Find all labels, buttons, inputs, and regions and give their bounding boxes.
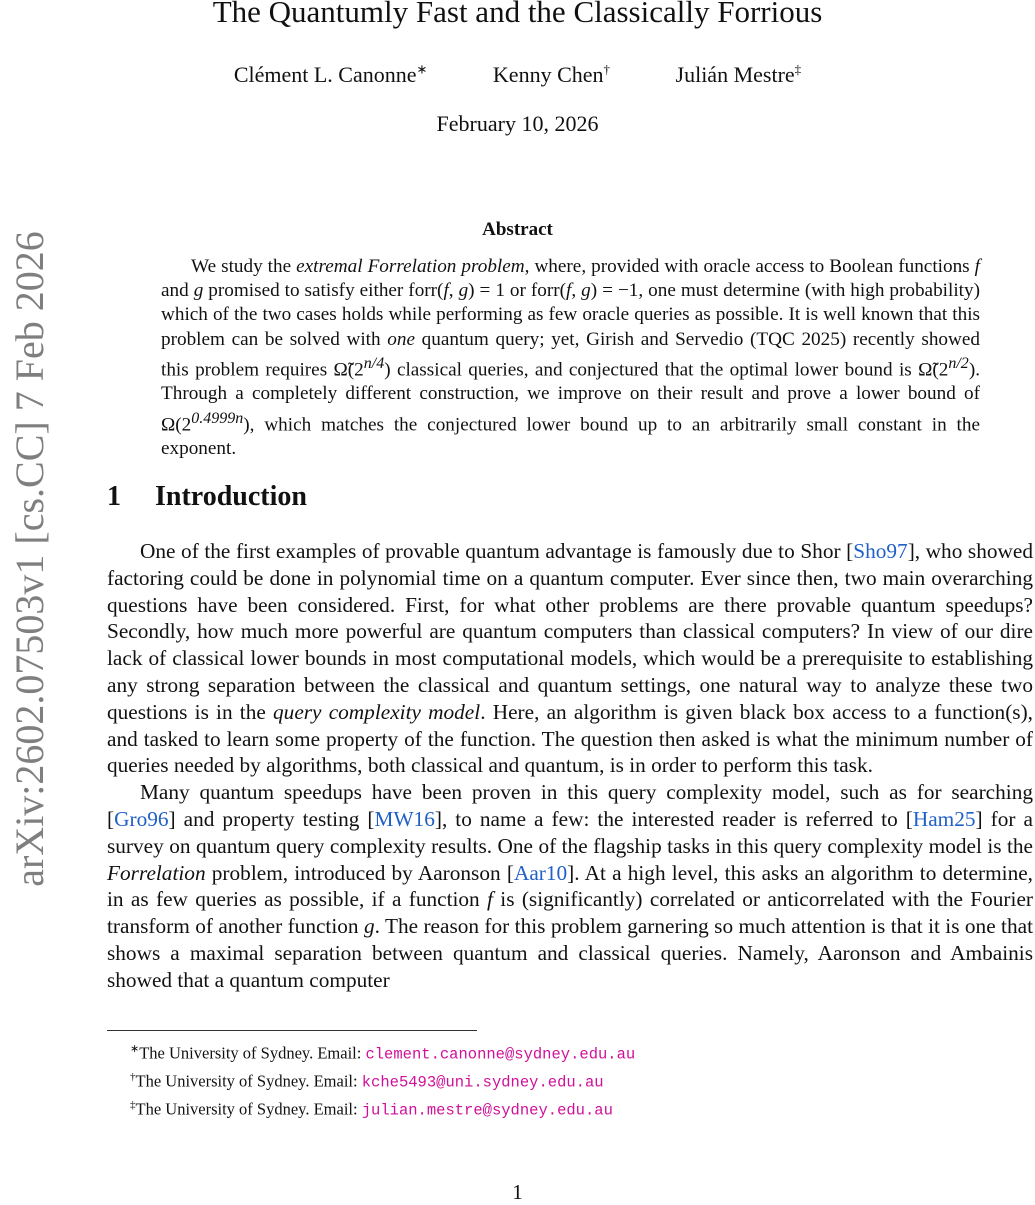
- footnote-3: ‡The University of Sydney. Email: julian.mestre@sydney.edu.au: [130, 1099, 613, 1120]
- section-heading-introduction: 1 Introduction: [107, 481, 307, 512]
- footnote-2: †The University of Sydney. Email: kche5493@uni.sydney.edu.au: [130, 1071, 604, 1092]
- citation-mw16[interactable]: MW16: [374, 806, 435, 831]
- paper-title: The Quantumly Fast and the Classically Forrious: [212, 0, 823, 29]
- footnote-1: ∗The University of Sydney. Email: clement.canonne@sydney.edu.au: [130, 1043, 636, 1064]
- abstract-body: We study the extremal Forrelation problem, where, provided with oracle access to Boolean functions f and g promised to satisfy either forr(f, g) = 1 or forr(f, g) = −1, one must determine (with high probability) which of the two cases holds while performing as few oracle queries as possible. It is well known that this problem can be solved with one quantum query; yet, Girish and Servedio (TQC 2025) recently showed this problem requires $\Omegã(2^{n/4})$ classical queries, and conjectured that the optimal lower bound is $\Omegã(2^{n/2})$. Through a completely different construction, we improve on their result and prove a lower bound of $\Omega(2^{0.4999n})$, which matches the conjectured lower bound up to an arbitrarily small constant in the exponent.: [161, 256, 980, 460]
- author-mestre: Julián Mestre‡: [675, 62, 802, 88]
- paragraph-1: One of the first examples of provable quantum advantage is famously due to Shor [Sho97], who showed factoring could be done in polynomial time on a quantum computer. Ever since then, two main overarching questions have been considered. First, for what other problems are there provable quantum speedups? Secondly, how much more powerful are quantum computers than classical computers? In view of our dire lack of classical lower bounds in most computational models, which would be a prerequisite to establishing any strong separation between the classical and quantum settings, one natural way to analyze these two questions is in the query complexity model. Here, an algorithm is given black box access to a function(s), and tasked to learn some property of the function. The question then asked is what the minimum number of queries needed by algorithms, both classical and quantum, is in order to perform this task.: [107, 539, 1033, 778]
- email-link-canonne[interactable]: clement.canonne@sydney.edu.au: [365, 1045, 636, 1064]
- email-link-mestre[interactable]: julian.mestre@sydney.edu.au: [361, 1101, 613, 1120]
- arxiv-identifier: arXiv:2602.07503v1 [cs.CC] 7 Feb 2026: [7, 231, 52, 887]
- author-chen: Kenny Chen†: [492, 62, 611, 88]
- citation-sho97[interactable]: Sho97: [853, 539, 908, 563]
- introduction-body: [107, 538, 1033, 994]
- publication-date: February 10, 2026: [436, 111, 599, 136]
- citation-ham25[interactable]: Ham25: [912, 806, 976, 831]
- footnotes: [130, 1038, 635, 1122]
- abstract-heading: Abstract: [482, 219, 553, 240]
- citation-gro96[interactable]: Gro96: [114, 806, 169, 831]
- author-canonne: Clément L. Canonne∗: [233, 62, 428, 88]
- author-list: [0, 62, 1035, 88]
- email-link-chen[interactable]: kche5493@uni.sydney.edu.au: [361, 1073, 604, 1092]
- footnote-divider: [107, 1030, 477, 1031]
- paragraph-2: Many quantum speedups have been proven in this query complexity model, such as for searching [Gro96] and property testing [MW16], to name a few: the interested reader is referred to [Ham25] for a survey on quantum query complexity results. One of the flagship tasks in this query complexity model is the Forrelation problem, introduced by Aaronson [Aar10]. At a high level, this asks an algorithm to determine, in as few queries as possible, if a function f is (significantly) correlated or anticorrelated with the Fourier transform of another function g. The reason for this problem garnering so much attention is that it is one that shows a maximal separation between quantum and classical queries. Namely, Aaronson and Ambainis showed that a quantum computer: [107, 780, 1034, 992]
- citation-aar10[interactable]: Aar10: [513, 860, 568, 885]
- page-number: 1: [512, 1180, 523, 1204]
